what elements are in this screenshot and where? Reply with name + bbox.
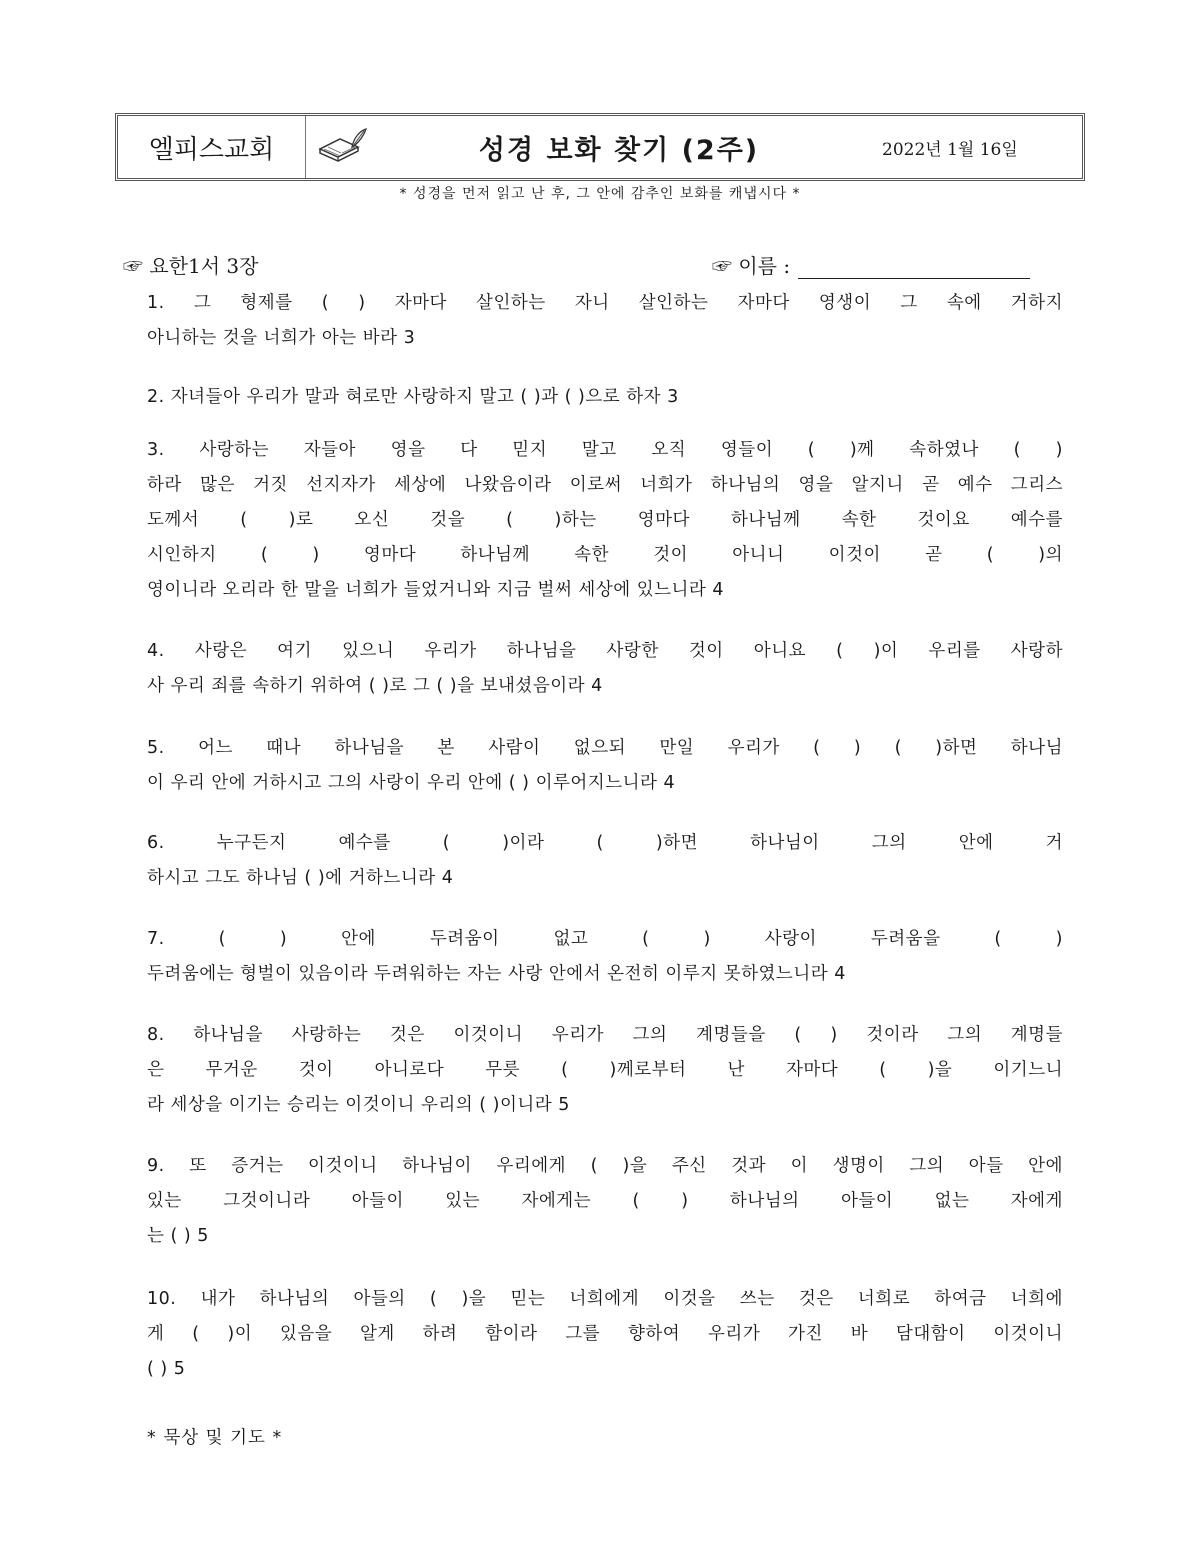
question-3	[147, 433, 1063, 608]
book-quill-icon	[306, 116, 376, 178]
name-field-area	[712, 250, 1030, 279]
question-5	[147, 731, 1063, 801]
question-9	[147, 1149, 1063, 1254]
question-line: 1. 그 형제를 ( ) 자마다 살인하는 자니 살인하는 자마다 영생이 그 속에 거하지	[147, 293, 1063, 313]
header-box	[115, 113, 1085, 181]
question-2	[147, 380, 1063, 415]
question-line: 는 ( ) 5	[147, 1226, 209, 1246]
question-line: 2. 자녀들아 우리가 말과 혀로만 사랑하지 말고 ( )과 ( )으로 하자 3	[147, 387, 679, 407]
question-4	[147, 634, 1063, 704]
question-line: 도께서 ( )로 오신 것을 ( )하는 영마다 하나님께 속한 것이요 예수를	[147, 510, 1063, 530]
question-line: 10. 내가 하나님의 아들의 ( )을 믿는 너희에게 이것을 쓰는 것은 너희로 하여금 너희에	[147, 1289, 1063, 1309]
question-line: 사 우리 죄를 속하기 위하여 ( )로 그 ( )을 보내셨음이라 4	[147, 676, 603, 696]
question-line: 라 세상을 이기는 승리는 이것이니 우리의 ( )이니라 5	[147, 1095, 570, 1115]
question-line: 3. 사랑하는 자들아 영을 다 믿지 말고 오직 영들이 ( )께 속하였나 ( )	[147, 440, 1063, 460]
question-line: 7. ( ) 안에 두려움이 없고 ( ) 사랑이 두려움을 ( )	[147, 929, 1063, 949]
name-blank-line[interactable]	[798, 254, 1030, 279]
name-label: ☞ 이름 :	[712, 254, 791, 278]
date: 2022년 1월 16일	[882, 139, 1018, 160]
question-line: 하라 많은 거짓 선지자가 세상에 나왔음이라 이로써 너희가 하나님의 영을 알지니 곧 예수 그리스	[147, 475, 1063, 495]
question-1	[147, 286, 1063, 356]
question-line: ( ) 5	[147, 1359, 186, 1379]
question-7	[147, 922, 1063, 992]
question-line: 8. 하나님을 사랑하는 것은 이것이니 우리가 그의 계명들을 ( ) 것이라 그의 계명들	[147, 1025, 1063, 1045]
church-name: 엘피스교회	[118, 116, 306, 178]
question-line: 5. 어느 때나 하나님을 본 사람이 없으되 만일 우리가 ( ) ( )하면 하나님	[147, 738, 1063, 758]
question-line: 4. 사랑은 여기 있으니 우리가 하나님을 사랑한 것이 아니요 ( )이 우리를 사랑하	[147, 641, 1063, 661]
question-line: 시인하지 ( ) 영마다 하나님께 속한 것이 아니니 이것이 곧 ( )의	[147, 545, 1063, 565]
question-line: 영이니라 오리라 한 말을 너희가 들었거니와 지금 벌써 세상에 있느니라 4	[147, 580, 725, 600]
page-title: 성경 보화 찾기 (2주)	[478, 134, 760, 166]
question-8	[147, 1018, 1063, 1123]
question-line: 게 ( )이 있음을 알게 하려 함이라 그를 향하여 우리가 가진 바 담대함이 이것이니	[147, 1324, 1063, 1344]
question-line: 6. 누구든지 예수를 ( )이라 ( )하면 하나님이 그의 안에 거	[147, 833, 1063, 853]
question-line: 9. 또 증거는 이것이니 하나님이 우리에게 ( )을 주신 것과 이 생명이 그의 아들 안에	[147, 1156, 1063, 1176]
question-line: 있는 그것이니라 아들이 있는 자에게는 ( ) 하나님의 아들이 없는 자에게	[147, 1191, 1063, 1211]
question-line: 하시고 그도 하나님 ( )에 거하느니라 4	[147, 868, 454, 888]
subtitle: * 성경을 먼저 읽고 난 후, 그 안에 감추인 보화를 캐냅시다 *	[399, 186, 801, 202]
question-line: 아니하는 것을 너희가 아는 바라 3	[147, 328, 416, 348]
question-6	[147, 826, 1063, 896]
question-10	[147, 1282, 1063, 1387]
passage-reference: ☞ 요한1서 3장	[123, 254, 259, 278]
question-line: 이 우리 안에 거하시고 그의 사랑이 우리 안에 ( ) 이루어지느니라 4	[147, 773, 676, 793]
question-line: 은 무거운 것이 아니로다 무릇 ( )께로부터 난 자마다 ( )을 이기느니	[147, 1060, 1063, 1080]
closing-note: * 묵상 및 기도 *	[147, 1428, 283, 1448]
question-line: 두려움에는 형벌이 있음이라 두려워하는 자는 사랑 안에서 온전히 이루지 못하였느니라 4	[147, 964, 846, 984]
